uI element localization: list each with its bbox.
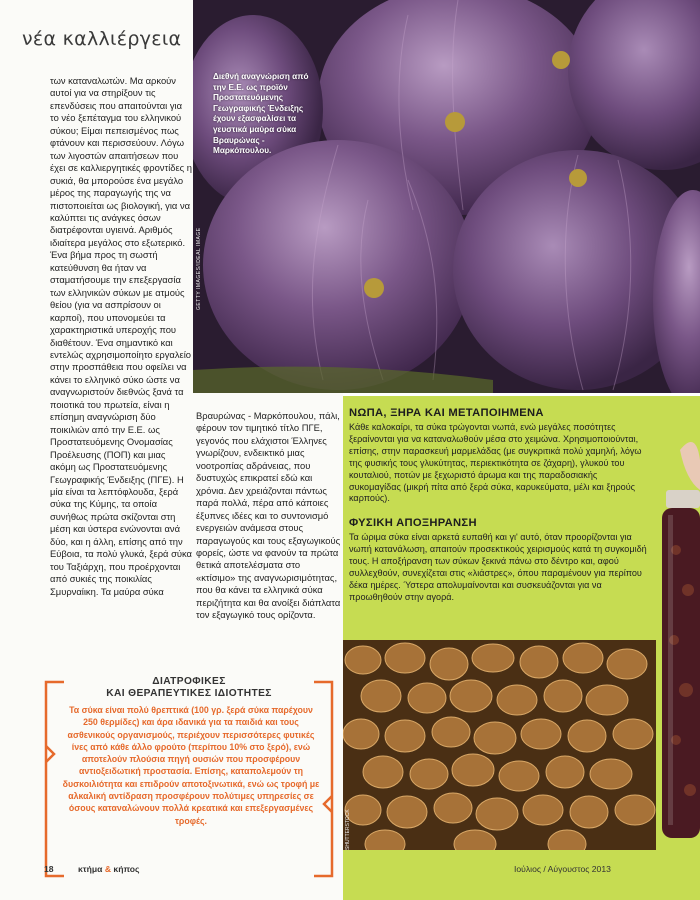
section-label: νέα καλλιέργεια [22, 28, 182, 50]
nutrition-title-line2: ΚΑΙ ΘΕΡΑΠΕΥΤΙΚΕΣ ΙΔΙΟΤΗΤΕΣ [106, 688, 272, 700]
box-heading-fresh-dried: ΝΩΠΑ, ΞΗΡΑ ΚΑΙ ΜΕΤΑΠΟΙΗΜΕΝΑ [349, 407, 544, 419]
dried-figs-photo [343, 640, 656, 850]
magazine-name-part1: κτήμα [78, 864, 103, 874]
magazine-name [78, 864, 140, 874]
magazine-name-amp: & [104, 864, 112, 874]
box-heading-natural-drying: ΦΥΣΙΚΗ ΑΠΟΞΗΡΑΝΣΗ [349, 517, 477, 529]
magazine-name-part2: κήπος [113, 864, 140, 874]
nutrition-text: Τα σύκα είναι πολύ θρεπτικά (100 γρ. ξερά σύκα παρέχουν 250 θερμίδες) και άρα ιδανικά για τα παιδιά και τους ασθενικούς οργανισμούς, περιέχουν περισσότερες φυτικές ίνες από κάθε άλλο φρούτο (περίπου 10% στο ξερό), ενώ αποτελούν πλούσια πηγή ουσιών που προσφέρουν αντιοξειδωτική προστασία. Επίσης, καταπολεμούν τη δυσκοιλιότητα και επιδρούν αποτοξινωτικά, ενώ ως τροφή με αλκαλική αντίδραση προσφέρουν πολύτιμες υπηρεσίες σε όσους καταναλώνουν πολλά κρεατικά και επεξεργασμένες τροφές. [62, 705, 320, 826]
box-text-fresh-dried: Κάθε καλοκαίρι, τα σύκα τρώγονται νωπά, ενώ μεγάλες ποσότητες ξεραίνονται για να καταναλωθούν μέσα στο χειμώνα. Χρησιμοποιούνται, επίσης, στην παρασκευή μαρμελάδας (με συγκριτικά πολύ χαμηλή, λόγω της φυσικής τους γλυκύτητας, περιεκτικότητα σε ζάχαρη), γλυκού του κουταλιού, ποτών με ξεχωριστό άρωμα και της παραδοσιακής συκομαγίδας (μικρή πίτα από ξερά σύκα, καρυκεύματα, μέλι και ξηρούς καρπούς). [349, 422, 642, 504]
article-column-left: των καταναλωτών. Μα αρκούν αυτοί για να στηρίξουν τις επενδύσεις που απαιτούνται για το νέο ξεπέταγμα του ελληνικού σύκου; Είμαι πεπεισμένος πως φτάνουν και περισσεύουν. Λόγω των λιγοστών απαιτήσεων που έχει σε καλλιεργητικές φροντίδες η συκιά, θα μπορούσε ένα μεγάλο μέρος της παραγωγής της να πιστοποιείται ως βιολογική, για να καλύπτει τις ανάγκες όσων διατρέφονται υγιεινά. Αριθμός ιδιαίτερα μεγάλος στο εξωτερικό. Ένα βήμα προς τη σωστή κατεύθυνση θα ήταν να σταματήσουμε την επεξεργασία των ελληνικών σύκων με ατμούς θείου (για να ασπρίσουν οι καρποί), που υπονομεύει τα χαρακτηριστικά υπεροχής που διαθέτουν. Ένα σημαντικό και εντελώς αχρησιμοποίητο εργαλείο στην προσπάθεια που οφείλει να κάνει το ελληνικό σύκο ώστε να αναγνωριστούν διεθνώς ξανά τα ποιοτικά του πρωτεία, είναι η επίσημη αναγνώριση δύο ποικιλιών από την Ε.Ε. ως Προστατευόμενης Ονομασίας Προέλευσης (ΠΟΠ) και μιας ακόμη ως Προστατευόμενης Γεωγραφικής Ένδειξης (ΠΓΕ). Η μία είναι τα λεπτόφλουδα, ξερά σύκα της Κύμης, τα οποία συνήθως πρώτα σκίζονται στη μέση και ύστερα ενώνονται ανά δύο, και η άλλη, επίσης από την Εύβοια, τα πολύ γλυκά, ξερά σύκα του Ταξιάρχη, που προέρχονται από συκιές της ποικιλίας Σμυρναίικη. Τα μαύρα σύκα [50, 75, 193, 597]
nutrition-title-line1: ΔΙΑΤΡΟΦΙΚΕΣ [152, 676, 226, 687]
photo-credit: GETTY IMAGES/IDEAL IMAGE [196, 227, 202, 310]
box-text-natural-drying: Τα ώριμα σύκα είναι αρκετά ευπαθή και γι' αυτό, όταν προορίζονται για νωπή κατανάλωση, απαιτούν προσεκτικούς χειρισμούς κατά τη συγκομιδή τους. Η αποξήρανση των σύκων ξεκινά πάνω στο δέντρο και, αφού συλλεχθούν, συνεχίζεται στις «λιάστρες», όπου παραμένουν για περίπου δέκα ημέρες. Ύστερα απολυμαίνονται και συσκευάζονται για να προωθηθούν στην αγορά. [349, 532, 647, 602]
article-column-mid: Βραυρώνας - Μαρκόπουλου, πάλι, φέρουν τον τιμητικό τίτλο ΠΓΕ, γεγονός που ελάχιστοι Έλληνες γνωρίζουν, ενδεικτικό μιας νοοτροπίας αδράνειας, που δυστυχώς επικρατεί εδώ και χρόνια. Δεν χρειάζονται πάντως παρά πολλά, πέρα από κάποιες έξυπνες ιδέες και το συντονισμό ενεργειών ανάμεσα στους παραγωγούς και τους εξαγωγικούς φορείς, ώστε να φανούν τα πρώτα θετικά αποτελέσματα στο «κτίσιμο» της αναγνωρισιμότητας, που θα κάνει τα ελληνικά σύκα περιζήτητα και θα ανοίξει διάπλατα τον εξαγωγικό τους ορίζοντα. [196, 410, 341, 621]
nutrition-title [44, 676, 334, 701]
figs-photo [193, 0, 700, 393]
box-top-stripe [343, 393, 700, 396]
issue-date: Ιούλιος / Αύγουστος 2013 [514, 864, 611, 874]
nutrition-box [44, 676, 334, 886]
page-number: 18 [44, 864, 54, 874]
dried-photo-credit: SHUTTERSTOCK [345, 809, 351, 850]
photo-caption: Διεθνή αναγνώριση από την Ε.Ε. ως προϊόν Προστατευόμενης Γεωγραφικής Ένδειξης έχουν εξασφαλίσει τα γευστικά μαύρα σύκα Βραυρώνας - Μαρκόπουλου. [213, 72, 309, 156]
